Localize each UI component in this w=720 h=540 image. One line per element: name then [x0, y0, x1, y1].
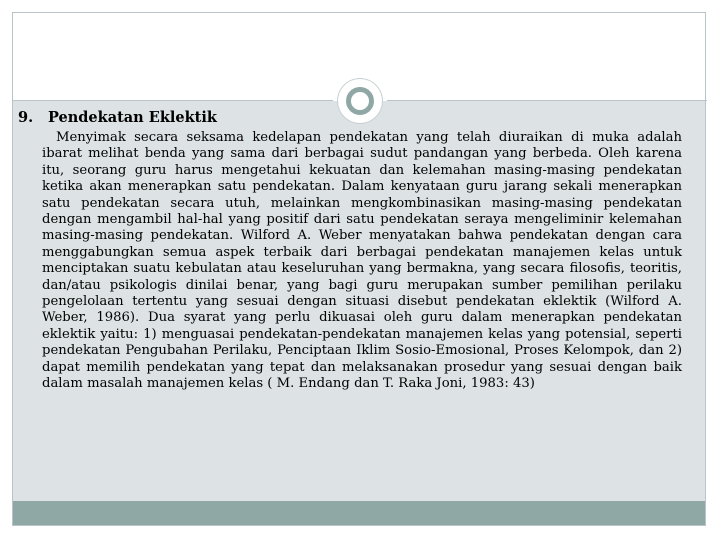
ring-ornament-inner — [346, 87, 374, 115]
heading-number: 9. — [18, 109, 34, 126]
heading-text: Pendekatan Eklektik — [48, 109, 217, 126]
ring-ornament-icon — [338, 79, 382, 123]
section-heading — [18, 109, 217, 126]
footer-bar — [13, 501, 705, 525]
body-paragraph: Menyimak secara seksama kedelapan pendekatan yang telah diuraikan di muka adalah ibarat melihat benda yang sama dari berbagai sudut pandangan yang berbeda. Oleh karena itu, seorang guru harus mengetahui kekuatan dan kelemahan masing-masing pendekatan ketika akan menerapkan satu pendekatan. Dalam kenyataan guru jarang sekali menerapkan satu pendekatan secara utuh, melainkan mengkombinasikan masing-masing pendekatan dengan mengambil hal-hal yang positif dari satu pendekatan seraya mengeliminir kelemahan masing-masing pendekatan. Wilford A. Weber menyatakan bahwa pendekatan dengan cara menggabungkan semua aspek terbaik dari berbagai pendekatan manajemen kelas untuk menciptakan suatu kebulatan atau keseluruhan yang bermakna, yang secara filosofis, teoritis, dan/atau psikologis dinilai benar, yang bagi guru merupakan sumber pemilihan perilaku pengelolaan tertentu yang sesuai dengan situasi disebut pendekatan eklektik (Wilford A. Weber, 1986). Dua syarat yang perlu dikuasai oleh guru dalam menerapkan pendekatan eklektik yaitu: 1) menguasai pendekatan-pendekatan manajemen kelas yang potensial, seperti pendekatan Pengubahan Perilaku, Penciptaan Iklim Sosio-Emosional, Proses Kelompok, dan 2) dapat memilih pendekatan yang tepat dan melaksanakan prosedur yang sesuai dengan baik dalam masalah manajemen kelas ( M. Endang dan T. Raka Joni, 1983: 43) — [42, 130, 682, 392]
